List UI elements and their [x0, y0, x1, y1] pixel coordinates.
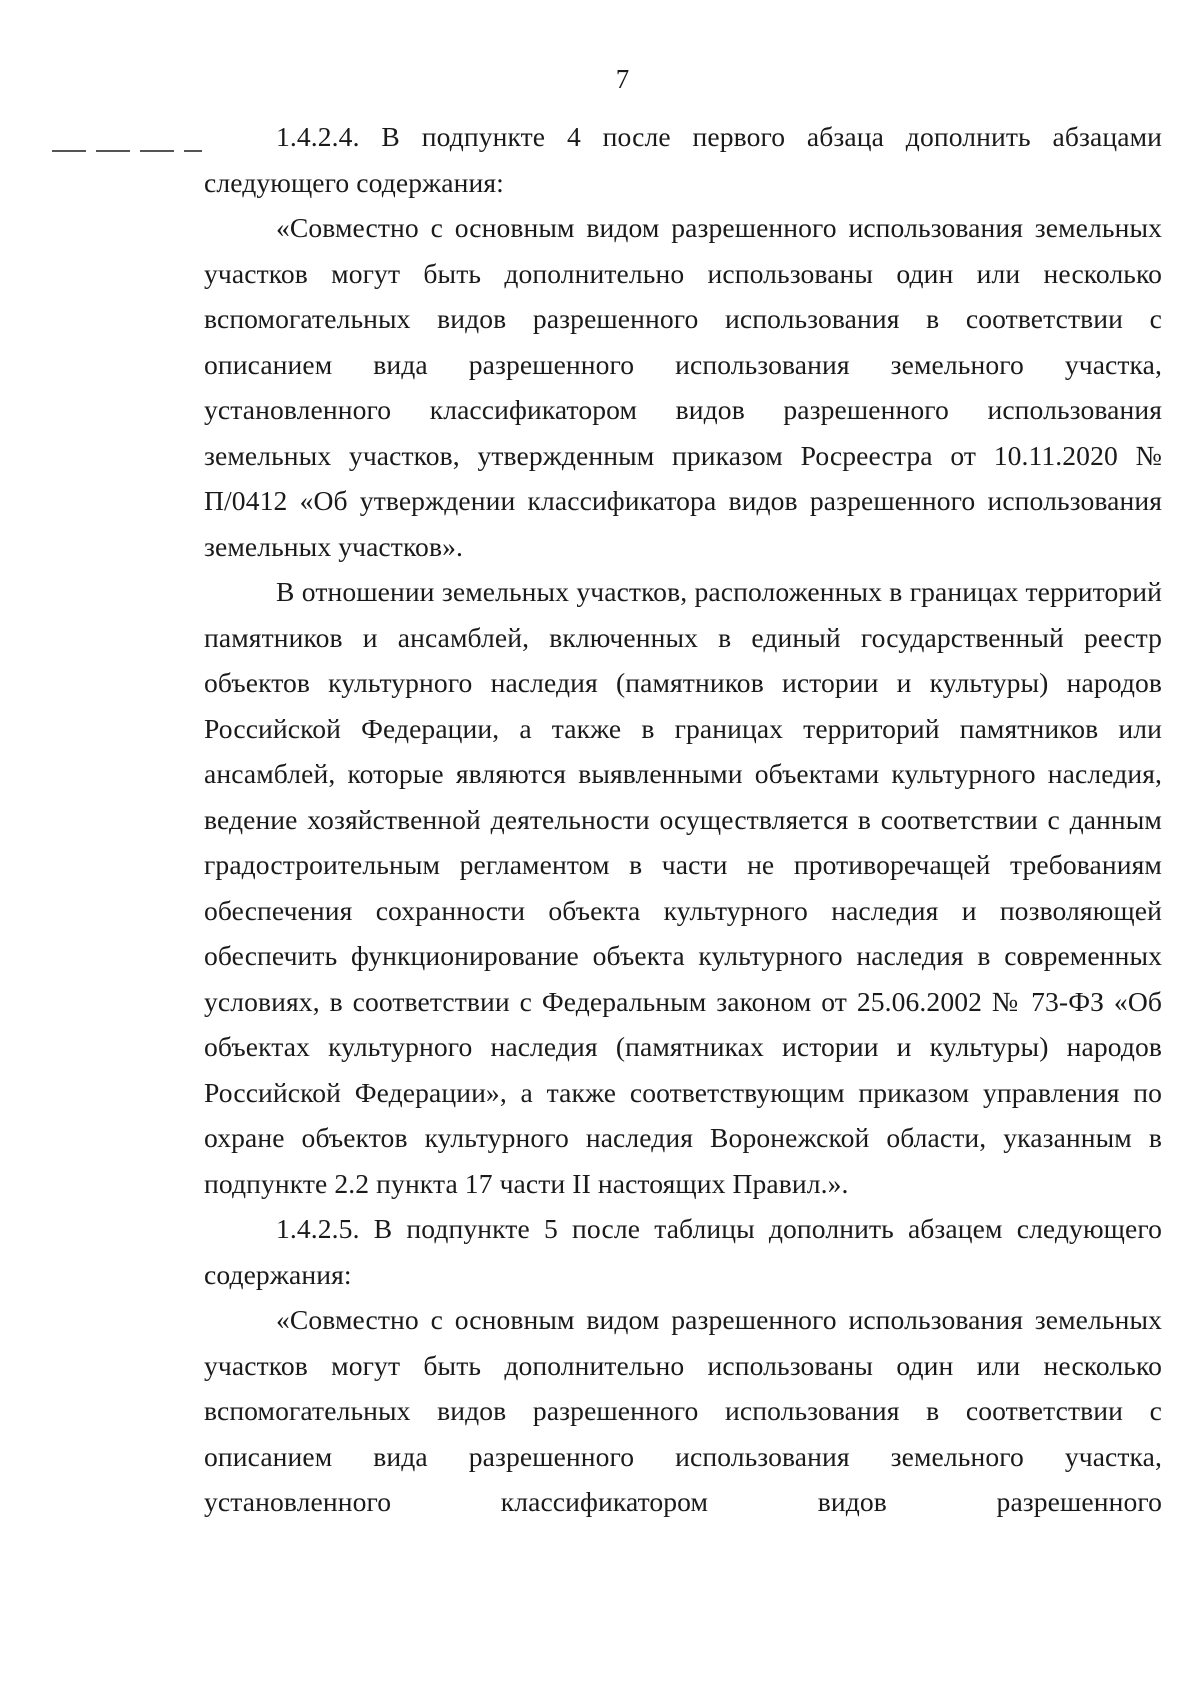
document-body	[204, 114, 1162, 1525]
page-number: 7	[615, 64, 630, 94]
paragraph-quote-auxiliary-uses: «Совместно с основным видом разрешенного использования земельных участков могут быть дополнительно использованы один или несколько вспомогательных видов разрешенного использования в соответствии с описанием вида разрешенного использования земельного участка, установленного классификатором видов разрешенного использования земельных участков, утвержденным приказом Росреестра от 10.11.2020 № П/0412 «Об утверждении классификатора видов разрешенного использования земельных участков».	[204, 212, 1162, 562]
paragraph-cultural-heritage: В отношении земельных участков, расположенных в границах территорий памятников и ансамблей, включенных в единый государственный реестр объектов культурного наследия (памятников истории и культуры) народов Российской Федерации, а также в границах территорий памятников или ансамблей, которые являются выявленными объектами культурного наследия, ведение хозяйственной деятельности осуществляется в соответствии с данным градостроительным регламентом в части не противоречащей требованиям обеспечения сохранности объекта культурного наследия и позволяющей обеспечить функционирование объекта культурного наследия в современных условиях, в соответствии с Федеральным законом от 25.06.2002 № 73-ФЗ «Об объектах культурного наследия (памятниках истории и культуры) народов Российской Федерации», а также соответствующим приказом управления по охране объектов культурного наследия Воронежской области, указанным в подпункте 2.2 пункта 17 части II настоящих Правил.».	[204, 576, 1162, 1199]
paragraph-clause-1-4-2-5: 1.4.2.5. В подпункте 5 после таблицы дополнить абзацем следующего содержания:	[204, 1213, 1162, 1290]
margin-mark	[52, 150, 202, 152]
paragraph-quote-auxiliary-uses-continued: «Совместно с основным видом разрешенного использования земельных участков могут быть дополнительно использованы один или несколько вспомогательных видов разрешенного использования в соответствии с описанием вида разрешенного использования земельного участка, установленного классификатором видов разрешенного	[204, 1304, 1162, 1517]
paragraph-clause-1-4-2-4: 1.4.2.4. В подпункте 4 после первого абзаца дополнить абзацами следующего содержания:	[204, 121, 1162, 198]
